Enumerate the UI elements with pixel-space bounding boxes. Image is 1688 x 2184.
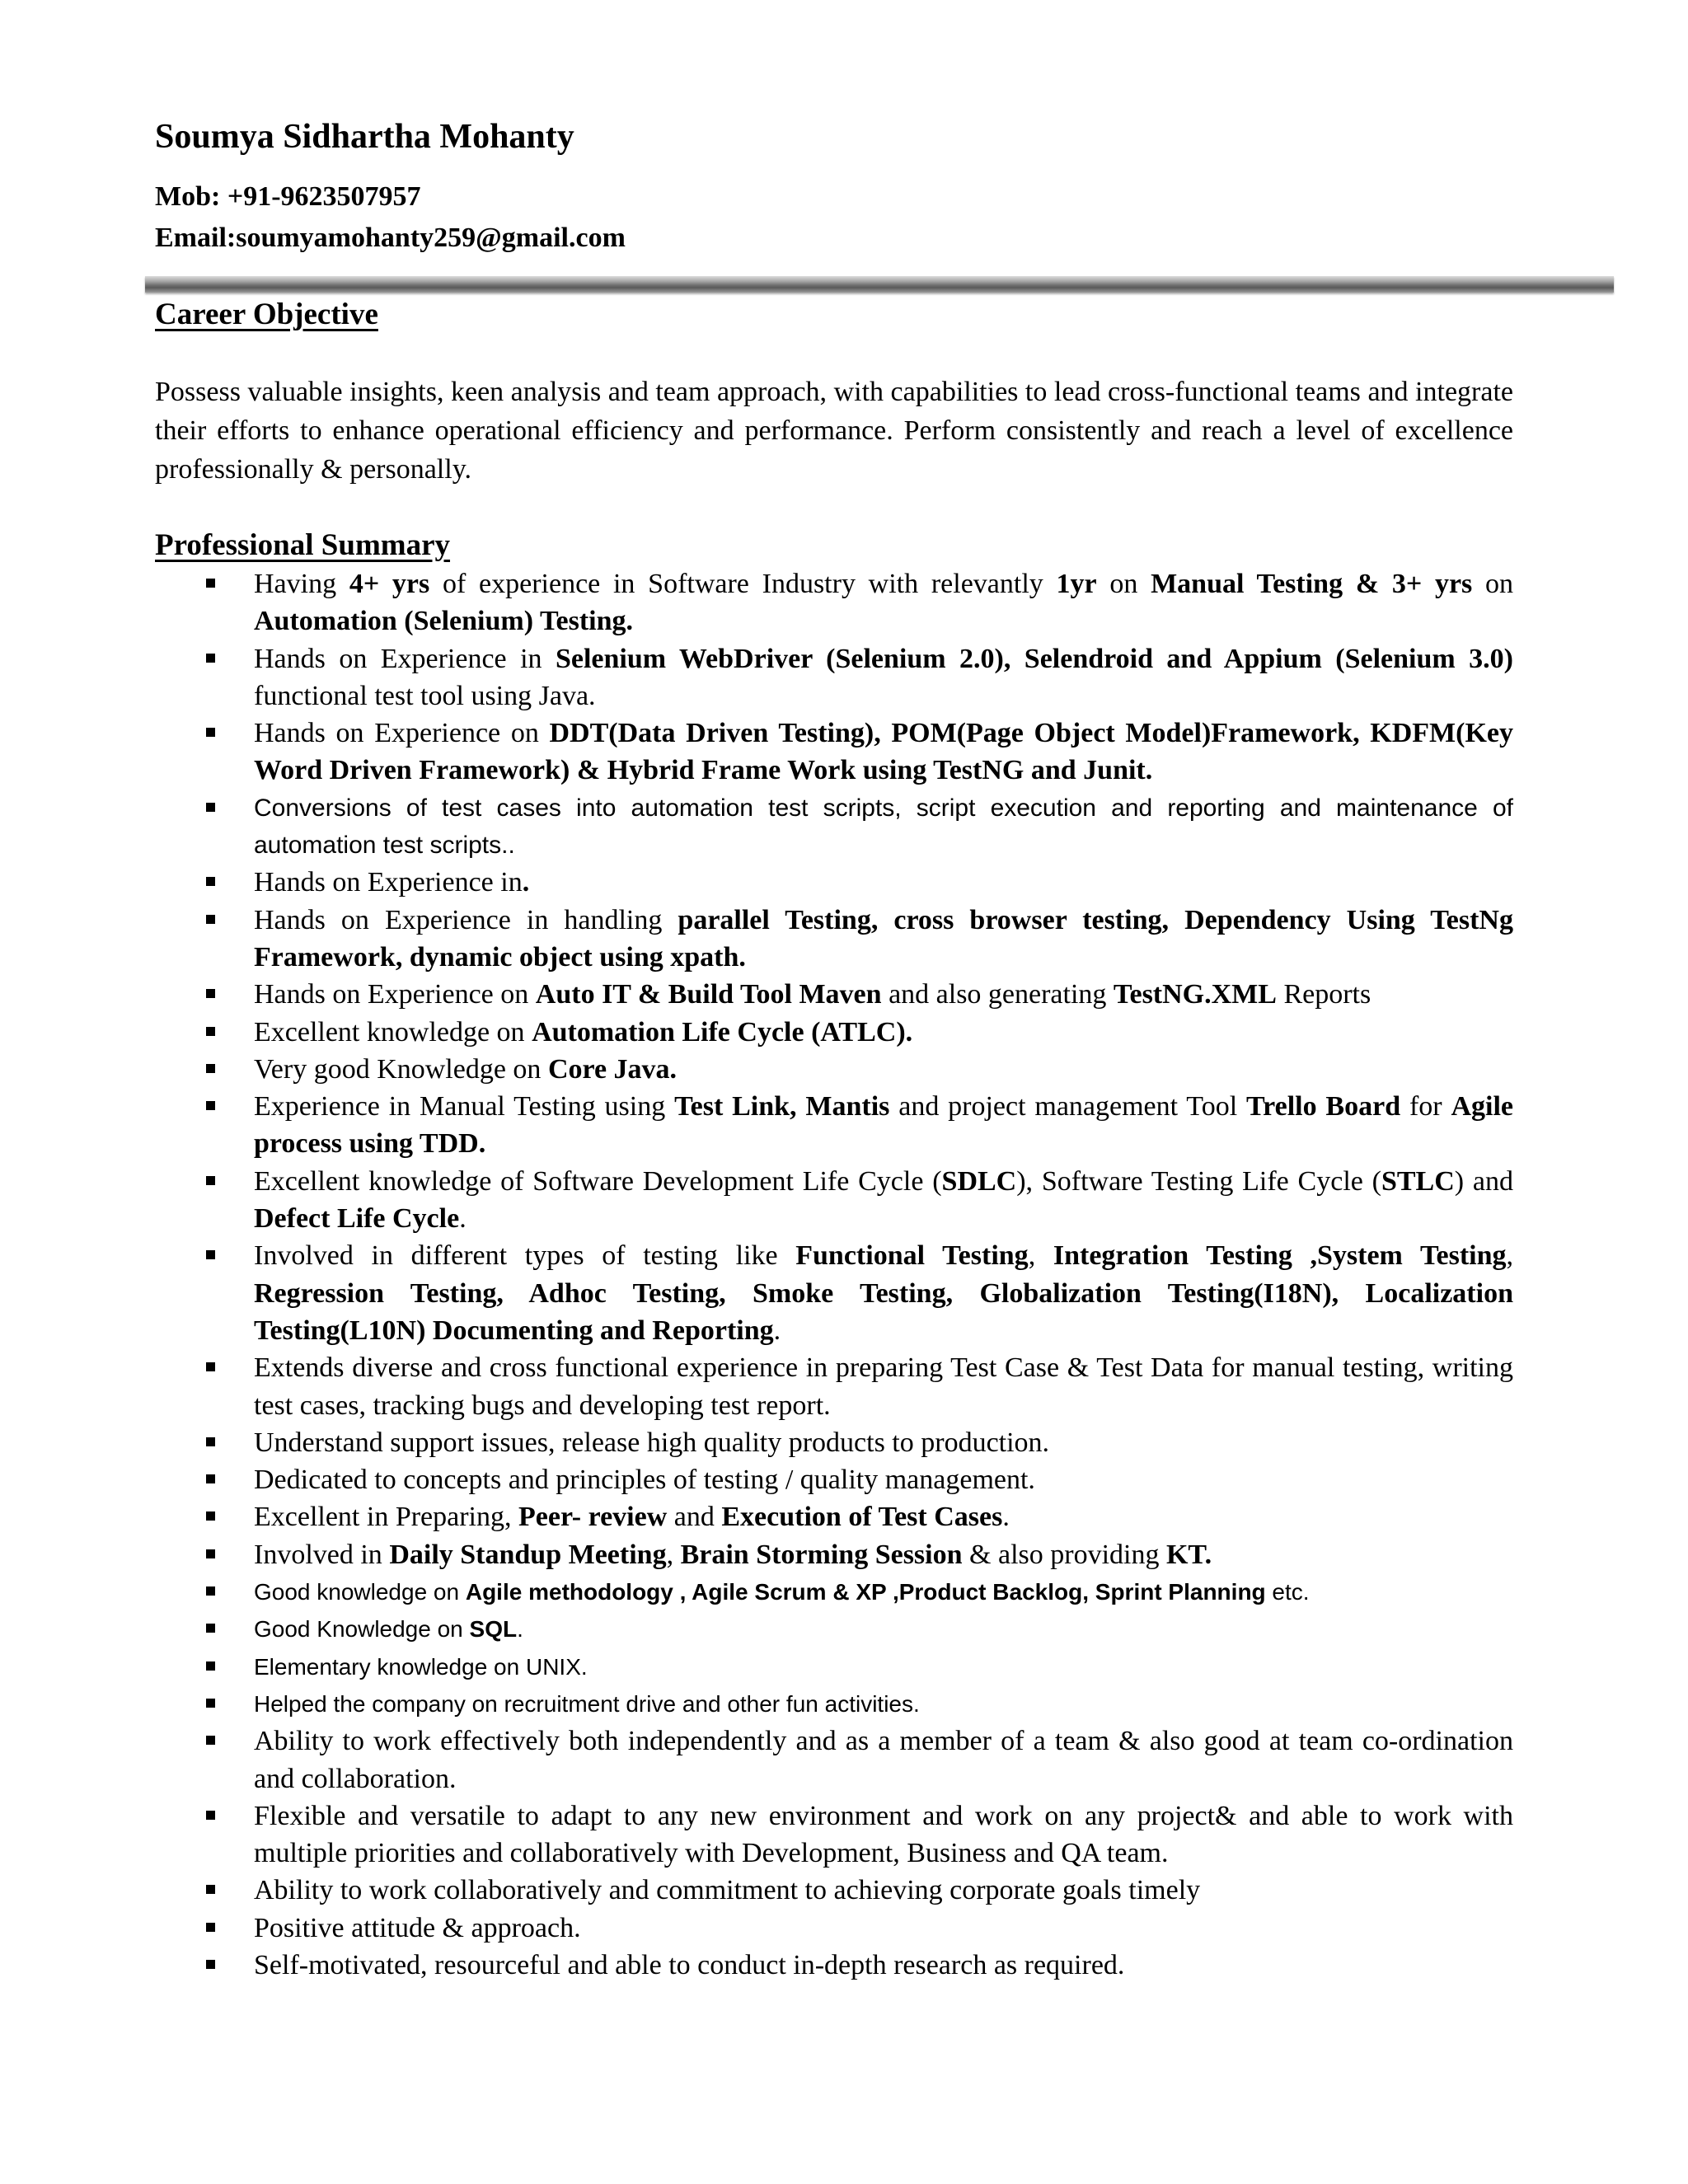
mobile-number: Mob: +91-9623507957 (155, 181, 421, 212)
summary-bold-text: Defect Life Cycle (254, 1203, 460, 1235)
summary-text: Good knowledge on (254, 1579, 466, 1605)
summary-bold-text: Test Link, Mantis (674, 1091, 890, 1122)
summary-text: Excellent knowledge of Software Development Life Cycle ( (254, 1165, 942, 1197)
summary-bold-text: STLC (1381, 1165, 1455, 1197)
summary-item (155, 790, 1513, 865)
summary-bold-text: Daily Standup Meeting (389, 1539, 667, 1570)
summary-text: Helped the company on recruitment drive and other fun activities. (254, 1690, 920, 1717)
summary-text: Hands on Experience on (254, 718, 550, 749)
summary-text: ) and (1454, 1165, 1513, 1197)
summary-text: , (1506, 1240, 1514, 1272)
summary-item (155, 1872, 1513, 1909)
summary-bold-text: Trello Board (1245, 1091, 1401, 1122)
summary-text: etc. (1265, 1579, 1310, 1605)
summary-bold-text: parallel Testing, cross browser testing, Dependency Using TestNg Framework, dynamic object using xpath. (254, 904, 1513, 972)
summary-item (155, 1536, 1513, 1573)
summary-item (155, 1163, 1513, 1238)
summary-bold-text: KT. (1165, 1539, 1212, 1570)
summary-bold-text: Auto IT & Build Tool Maven (535, 979, 882, 1010)
summary-bold-text: DDT(Data Driven Testing), POM(Page Object Model)Framework, KDFM(Key Word Driven Framework) & Hybrid Frame Work using TestNG and Junit. (254, 718, 1513, 786)
summary-item (155, 902, 1513, 977)
summary-bold-text: Automation Life Cycle (ATLC). (532, 1016, 913, 1047)
summary-bold-text: Brain Storming Session (680, 1539, 963, 1570)
summary-item (155, 1461, 1513, 1498)
summary-text: and project management Tool (889, 1091, 1246, 1122)
summary-bold-text: Manual Testing & (1151, 569, 1380, 599)
summary-item (155, 565, 1513, 640)
summary-bold-text: 3+ yrs (1379, 569, 1473, 599)
summary-item (155, 1610, 1513, 1647)
summary-text: . (773, 1315, 781, 1346)
summary-text: Self-motivated, resourceful and able to conduct in-depth research as required. (254, 1949, 1125, 1980)
summary-text: Ability to work collaboratively and commitment to achieving corporate goals timely (254, 1875, 1201, 1906)
summary-item (155, 1088, 1513, 1163)
summary-text: Involved in different types of testing like (254, 1240, 796, 1272)
professional-summary-heading: Professional Summary (155, 528, 451, 562)
summary-text: Dedicated to concepts and principles of testing / quality management. (254, 1465, 1035, 1496)
summary-text: Very good Knowledge on (254, 1053, 548, 1085)
career-objective-text: Possess valuable insights, keen analysis and team approach, with capabilities to lead cross-functional teams and integrate their efforts to enhance operational efficiency and performance. Perform consistently and reach a level of excellence professionally & personally. (155, 377, 1513, 485)
candidate-name: Soumya Sidhartha Mohanty (155, 118, 574, 156)
summary-text: Excellent in Preparing, (254, 1502, 519, 1533)
summary-item (155, 1947, 1513, 1984)
summary-bold-text: Automation (Selenium) Testing. (254, 606, 633, 637)
summary-text: functional test tool using Java. (254, 680, 596, 711)
summary-text: Having (254, 569, 349, 599)
summary-item (155, 1797, 1513, 1872)
summary-text: , (1028, 1240, 1053, 1272)
summary-text: Hands on Experience in handling (254, 904, 678, 935)
email-address: Email:soumyamohanty259@gmail.com (155, 223, 626, 253)
summary-text: Experience in Manual Testing using (254, 1091, 675, 1122)
career-objective-heading: Career Objective (155, 298, 378, 331)
summary-item (155, 1349, 1513, 1424)
summary-text: on (1096, 569, 1151, 599)
summary-item (155, 640, 1513, 715)
summary-text: Understand support issues, release high quality products to production. (254, 1427, 1050, 1458)
summary-text: & also providing (962, 1539, 1166, 1570)
summary-bold-text: SQL (469, 1616, 518, 1643)
summary-text: of experience in Software Industry with relevantly (429, 569, 1057, 599)
professional-summary-list (155, 565, 1513, 1984)
summary-bold-text: Selenium WebDriver (Selenium 2.0), Selendroid and Appium (Selenium 3.0) (555, 643, 1513, 674)
summary-item (155, 1424, 1513, 1461)
summary-text: Excellent knowledge on (254, 1016, 532, 1047)
summary-item (155, 1722, 1513, 1797)
summary-text: Positive attitude & approach. (254, 1912, 581, 1943)
summary-bold-text: Core Java. (547, 1053, 678, 1085)
summary-text: . (517, 1616, 523, 1643)
summary-text: Conversions of test cases into automation test scripts, script execution and reporting and maintenance of automation test scripts.. (254, 794, 1513, 860)
summary-item (155, 715, 1513, 790)
summary-text: Hands on Experience on (254, 979, 536, 1010)
summary-bold-text: SDLC (941, 1165, 1017, 1197)
summary-item (155, 1648, 1513, 1685)
summary-text: Elementary knowledge on UNIX. (254, 1653, 588, 1680)
summary-bold-text: Functional Testing (795, 1240, 1029, 1272)
summary-item (155, 1498, 1513, 1535)
summary-text: Hands on Experience in (254, 867, 523, 898)
summary-text: and also generating (881, 979, 1114, 1010)
summary-bold-text: Regression Testing, Adhoc Testing, Smoke Testing, Globalization Testing(I18N), Localization Testing(L10N) Documenting and Reporting (254, 1277, 1513, 1346)
summary-text: Extends diverse and cross functional experience in preparing Test Case & Test Data for manual testing, writing test cases, tracking bugs and developing test report. (254, 1352, 1513, 1421)
summary-item (155, 1237, 1513, 1349)
summary-text: Reports (1276, 979, 1372, 1010)
summary-bold-text: 1yr (1056, 569, 1097, 599)
summary-bold-text: . (522, 867, 530, 898)
summary-bold-text: Agile process using TDD. (254, 1091, 1513, 1160)
summary-text: Involved in (254, 1539, 390, 1570)
summary-item (155, 1573, 1513, 1610)
header-divider (145, 276, 1614, 293)
summary-item (155, 1051, 1513, 1088)
summary-item (155, 864, 1513, 901)
summary-text: . (1002, 1502, 1010, 1533)
summary-item (155, 1014, 1513, 1051)
summary-bold-text: Peer- review (518, 1502, 668, 1533)
summary-item (155, 976, 1513, 1013)
summary-bold-text: Execution of Test Cases (721, 1502, 1003, 1533)
summary-bold-text: TestNG.XML (1113, 979, 1277, 1010)
summary-text: Ability to work effectively both independently and as a member of a team & also good at team co-ordination and collaboration. (254, 1726, 1513, 1794)
summary-text: Good Knowledge on (254, 1616, 470, 1643)
summary-text: Flexible and versatile to adapt to any new environment and work on any project& and able to work with multiple priorities and collaboratively with Development, Business and QA team. (254, 1800, 1513, 1869)
summary-bold-text: Agile methodology , Agile Scrum & XP ,Product Backlog, Sprint Planning (465, 1579, 1266, 1605)
summary-bold-text: Integration Testing ,System Testing (1053, 1240, 1507, 1272)
summary-text: and (667, 1502, 722, 1533)
summary-item (155, 1910, 1513, 1947)
summary-text: . (459, 1203, 467, 1235)
summary-bold-text: 4+ yrs (349, 569, 430, 599)
summary-item (155, 1685, 1513, 1722)
summary-text: Hands on Experience in (254, 643, 556, 674)
summary-text: , (666, 1539, 681, 1570)
summary-text: on (1472, 569, 1514, 599)
summary-text: for (1400, 1091, 1451, 1122)
summary-text: ), Software Testing Life Cycle ( (1016, 1165, 1381, 1197)
